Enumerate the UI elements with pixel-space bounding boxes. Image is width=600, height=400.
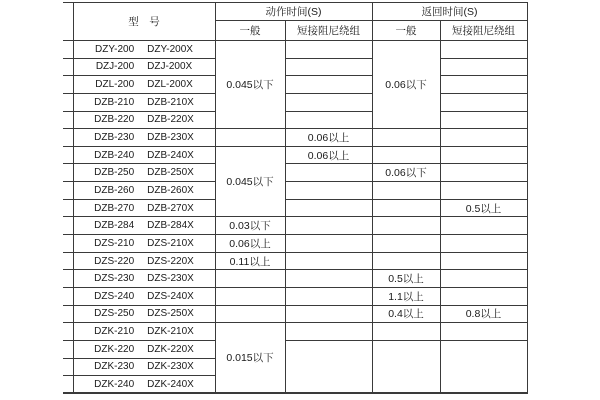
model-cell [73, 93, 215, 111]
model-name-x: DZB-270X [147, 202, 194, 214]
model-cell [73, 376, 215, 394]
cell-action-damping [285, 287, 372, 305]
ghost-cell [63, 164, 73, 182]
cell-action-damping [285, 270, 372, 288]
cell-return-damping [440, 41, 527, 59]
cell-return-general [372, 252, 440, 270]
cell-return-damping [440, 111, 527, 129]
model-cell [73, 358, 215, 376]
model-cell [73, 235, 215, 253]
cell-return-damping: 0.8以上 [440, 305, 527, 323]
cell-action-general: 0.06以上 [215, 235, 285, 253]
model-name: DZK-240 [94, 378, 135, 390]
model-cell [73, 76, 215, 94]
relay-spec-table [63, 2, 528, 394]
cell-return-general-merged: 0.06以下 [372, 41, 440, 129]
table-row [63, 129, 527, 147]
cell-action-damping [285, 199, 372, 217]
cell-action-damping [285, 182, 372, 200]
model-name-x: DZB-240X [147, 149, 194, 161]
table-row [63, 199, 527, 217]
ghost-cell [63, 93, 73, 111]
model-cell [73, 58, 215, 76]
ghost-cell [63, 146, 73, 164]
ghost-cell [63, 252, 73, 270]
ghost-cell [63, 111, 73, 129]
table-row [63, 252, 527, 270]
model-name: DZK-210 [94, 326, 135, 338]
cell-return-general: 0.4以上 [372, 305, 440, 323]
ghost-cell [63, 182, 73, 200]
cell-return-damping [440, 235, 527, 253]
cell-return-general [372, 146, 440, 164]
model-name: DZS-240 [94, 290, 135, 302]
table-row [63, 76, 527, 94]
model-cell [73, 252, 215, 270]
model-name: DZB-210 [94, 96, 135, 108]
model-cell [73, 305, 215, 323]
ghost-cell [63, 217, 73, 235]
model-name-x: DZK-210X [147, 326, 194, 338]
cell-return-damping [440, 164, 527, 182]
cell-action-general: 0.11以上 [215, 252, 285, 270]
cell-action-general [215, 287, 285, 305]
cell-action-damping [285, 93, 372, 111]
table-row [63, 217, 527, 235]
cell-action-general [215, 305, 285, 323]
header-return-time: 返回时间(S) [372, 3, 527, 21]
cell-return-damping [440, 76, 527, 94]
model-name-x: DZB-210X [147, 96, 194, 108]
ghost-cell [63, 287, 73, 305]
model-name: DZB-250 [94, 167, 135, 179]
model-name: DZY-200 [95, 43, 135, 55]
model-name: DZS-230 [94, 273, 135, 285]
ghost-cell [63, 376, 73, 394]
header-action-damping: 短接阻尼绕组 [285, 21, 372, 41]
model-name: DZJ-200 [95, 61, 135, 73]
model-name-x: DZB-220X [147, 114, 194, 126]
model-cell [73, 323, 215, 341]
model-name-x: DZJ-200X [147, 61, 193, 73]
cell-return-damping-merged [440, 340, 527, 393]
cell-action-general [215, 270, 285, 288]
model-name-x: DZS-210X [147, 237, 194, 249]
model-cell [73, 270, 215, 288]
model-name-x: DZS-250X [147, 308, 194, 320]
cell-action-damping [285, 305, 372, 323]
model-name-x: DZB-260X [147, 184, 194, 196]
table-row [63, 164, 527, 182]
model-cell [73, 164, 215, 182]
model-cell [73, 111, 215, 129]
table-row [63, 41, 527, 59]
table-row [63, 305, 527, 323]
model-name-x: DZK-240X [147, 378, 194, 390]
ghost-cell [63, 129, 73, 147]
model-name-x: DZB-230X [147, 132, 194, 144]
model-name-x: DZY-200X [147, 43, 193, 55]
cell-return-general [372, 323, 440, 341]
model-cell [73, 199, 215, 217]
model-name: DZB-270 [94, 202, 135, 214]
cell-action-damping [285, 252, 372, 270]
cell-action-damping [285, 164, 372, 182]
table-row [63, 235, 527, 253]
spec-table-container [63, 2, 528, 394]
model-name-x: DZK-220X [147, 343, 194, 355]
model-cell [73, 287, 215, 305]
cell-return-general [372, 182, 440, 200]
cell-return-general-merged [372, 340, 440, 393]
table-row [63, 146, 527, 164]
cell-return-damping [440, 287, 527, 305]
ghost-cell [63, 199, 73, 217]
model-name-x: DZB-284X [147, 220, 194, 232]
cell-action-general-merged: 0.045以下 [215, 146, 285, 217]
model-cell [73, 41, 215, 59]
table-row [63, 287, 527, 305]
header-return-general: 一般 [372, 21, 440, 41]
table-row [63, 182, 527, 200]
model-name-x: DZB-250X [147, 167, 194, 179]
cell-return-general [372, 199, 440, 217]
cell-return-damping [440, 129, 527, 147]
cell-return-general: 1.1以上 [372, 287, 440, 305]
model-name: DZB-284 [94, 220, 135, 232]
cell-return-general [372, 235, 440, 253]
cell-return-damping [440, 270, 527, 288]
model-cell [73, 129, 215, 147]
ghost-cell [63, 358, 73, 376]
cell-return-general [372, 217, 440, 235]
cell-action-damping [285, 41, 372, 59]
ghost-cell [63, 3, 73, 41]
table-row [63, 111, 527, 129]
model-name: DZS-220 [94, 255, 135, 267]
ghost-cell [63, 340, 73, 358]
table-row [63, 323, 527, 341]
model-cell [73, 146, 215, 164]
cell-return-damping [440, 93, 527, 111]
table-row [63, 340, 527, 358]
model-name: DZS-210 [94, 237, 135, 249]
cell-return-general [372, 129, 440, 147]
model-cell [73, 217, 215, 235]
cell-action-damping [285, 235, 372, 253]
cell-return-damping [440, 58, 527, 76]
cell-action-damping [285, 217, 372, 235]
model-name: DZB-240 [94, 149, 135, 161]
model-name-x: DZS-240X [147, 290, 194, 302]
model-name-x: DZS-220X [147, 255, 194, 267]
model-name: DZK-220 [94, 343, 135, 355]
model-name: DZS-250 [94, 308, 135, 320]
cell-action-general: 0.03以下 [215, 217, 285, 235]
header-action-time: 动作时间(S) [215, 3, 372, 21]
model-name-x: DZL-200X [147, 79, 193, 91]
model-name-x: DZK-230X [147, 361, 194, 373]
model-name-x: DZS-230X [147, 273, 194, 285]
cell-return-damping [440, 323, 527, 341]
header-return-damping: 短接阻尼绕组 [440, 21, 527, 41]
table-row [63, 93, 527, 111]
cell-action-damping [285, 111, 372, 129]
ghost-cell [63, 41, 73, 59]
header-action-general: 一般 [215, 21, 285, 41]
cell-action-damping [285, 76, 372, 94]
cell-return-damping [440, 252, 527, 270]
model-name: DZB-220 [94, 114, 135, 126]
ghost-cell [63, 58, 73, 76]
model-cell [73, 182, 215, 200]
cell-action-damping [285, 323, 372, 341]
ghost-cell [63, 305, 73, 323]
table-row [63, 270, 527, 288]
model-name: DZL-200 [95, 79, 135, 91]
ghost-cell [63, 235, 73, 253]
cell-action-damping: 0.06以上 [285, 146, 372, 164]
ghost-cell [63, 270, 73, 288]
cell-return-general: 0.06以下 [372, 164, 440, 182]
cell-action-damping [285, 58, 372, 76]
cell-return-damping [440, 182, 527, 200]
header-row-1 [63, 3, 527, 21]
cell-action-general-merged: 0.015以下 [215, 323, 285, 394]
cell-action-damping: 0.06以上 [285, 129, 372, 147]
ghost-cell [63, 76, 73, 94]
ghost-cell [63, 323, 73, 341]
model-name: DZB-230 [94, 132, 135, 144]
cell-action-general [215, 129, 285, 147]
model-cell [73, 340, 215, 358]
table-row [63, 58, 527, 76]
cell-action-damping-merged [285, 340, 372, 393]
cell-action-general-merged: 0.045以下 [215, 41, 285, 129]
model-name: DZK-230 [94, 361, 135, 373]
cell-return-general: 0.5以上 [372, 270, 440, 288]
cell-return-damping [440, 146, 527, 164]
model-name: DZB-260 [94, 184, 135, 196]
cell-return-damping: 0.5以上 [440, 199, 527, 217]
header-model: 型 号 [73, 3, 215, 41]
cell-return-damping [440, 217, 527, 235]
